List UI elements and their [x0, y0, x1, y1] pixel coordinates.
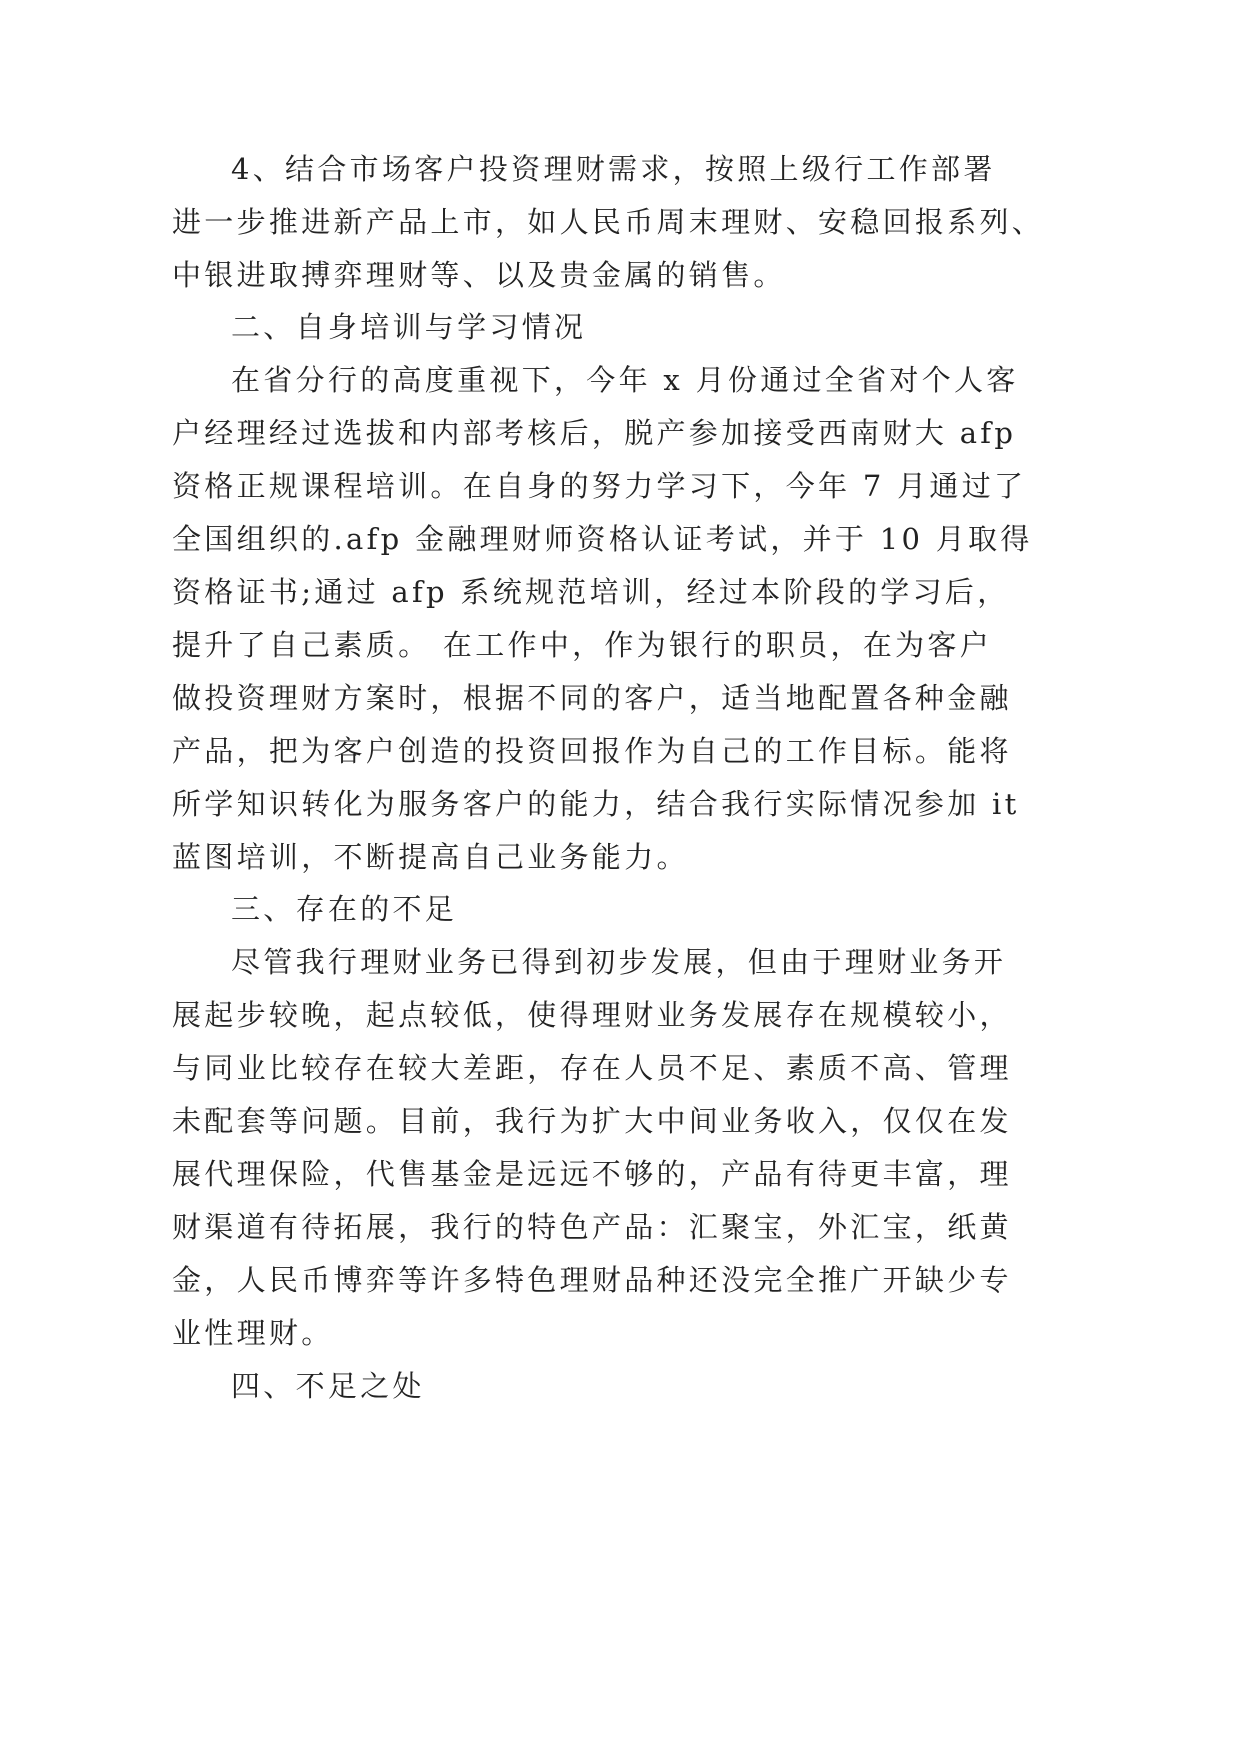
- paragraph-4-line-2: 进一步推进新产品上市，如人民币周末理财、安稳回报系列、: [172, 205, 1045, 239]
- shortcomings-paragraph-line-6: 财渠道有待拓展，我行的特色产品：汇聚宝，外汇宝，纸黄: [172, 1210, 1012, 1244]
- shortcomings-paragraph-line-2: 展起步较晚，起点较低，使得理财业务发展存在规模较小，: [172, 998, 1012, 1032]
- shortcomings-paragraph-line-8: 业性理财。: [172, 1316, 334, 1350]
- shortcomings-paragraph-line-3: 与同业比较存在较大差距，存在人员不足、素质不高、管理: [172, 1051, 1012, 1085]
- training-paragraph-line-8: 产品，把为客户创造的投资回报作为自己的工作目标。能将: [172, 734, 1012, 768]
- training-paragraph-line-2: 户经理经过选拔和内部考核后，脱产参加接受西南财大 afp: [172, 416, 1017, 450]
- training-paragraph-line-1: 在省分行的高度重视下，今年 x 月份通过全省对个人客: [231, 363, 1019, 397]
- training-paragraph-line-7: 做投资理财方案时，根据不同的客户，适当地配置各种金融: [172, 681, 1012, 715]
- training-paragraph-line-5: 资格证书;通过 afp 系统规范培训，经过本阶段的学习后，: [172, 575, 1010, 609]
- training-paragraph-line-6: 提升了自己素质。 在工作中，作为银行的职员，在为客户: [172, 628, 993, 662]
- shortcomings-paragraph-line-5: 展代理保险，代售基金是远远不够的，产品有待更丰富，理: [172, 1157, 1012, 1191]
- shortcomings-paragraph-line-7: 金，人民币博弈等许多特色理财品种还没完全推广开缺少专: [172, 1263, 1012, 1297]
- training-paragraph-line-3: 资格正规课程培训。在自身的努力学习下，今年 7 月通过了: [172, 469, 1027, 503]
- section-heading-shortcomings: 三、存在的不足: [231, 892, 458, 926]
- shortcomings-paragraph-line-4: 未配套等问题。目前，我行为扩大中间业务收入，仅仅在发: [172, 1104, 1012, 1138]
- paragraph-4-line-3: 中银进取搏弈理财等、以及贵金属的销售。: [172, 258, 786, 292]
- training-paragraph-line-9: 所学知识转化为服务客户的能力，结合我行实际情况参加 it: [172, 787, 1020, 821]
- shortcomings-paragraph-line-1: 尽管我行理财业务已得到初步发展，但由于理财业务开: [231, 945, 1007, 979]
- section-heading-training: 二、自身培训与学习情况: [231, 310, 587, 344]
- section-heading-deficiencies: 四、不足之处: [231, 1369, 425, 1403]
- training-paragraph-line-10: 蓝图培训，不断提高自己业务能力。: [172, 840, 689, 874]
- training-paragraph-line-4: 全国组织的.afp 金融理财师资格认证考试，并于 10 月取得: [172, 522, 1033, 556]
- paragraph-4-line-1: 4、结合市场客户投资理财需求，按照上级行工作部署: [231, 152, 996, 186]
